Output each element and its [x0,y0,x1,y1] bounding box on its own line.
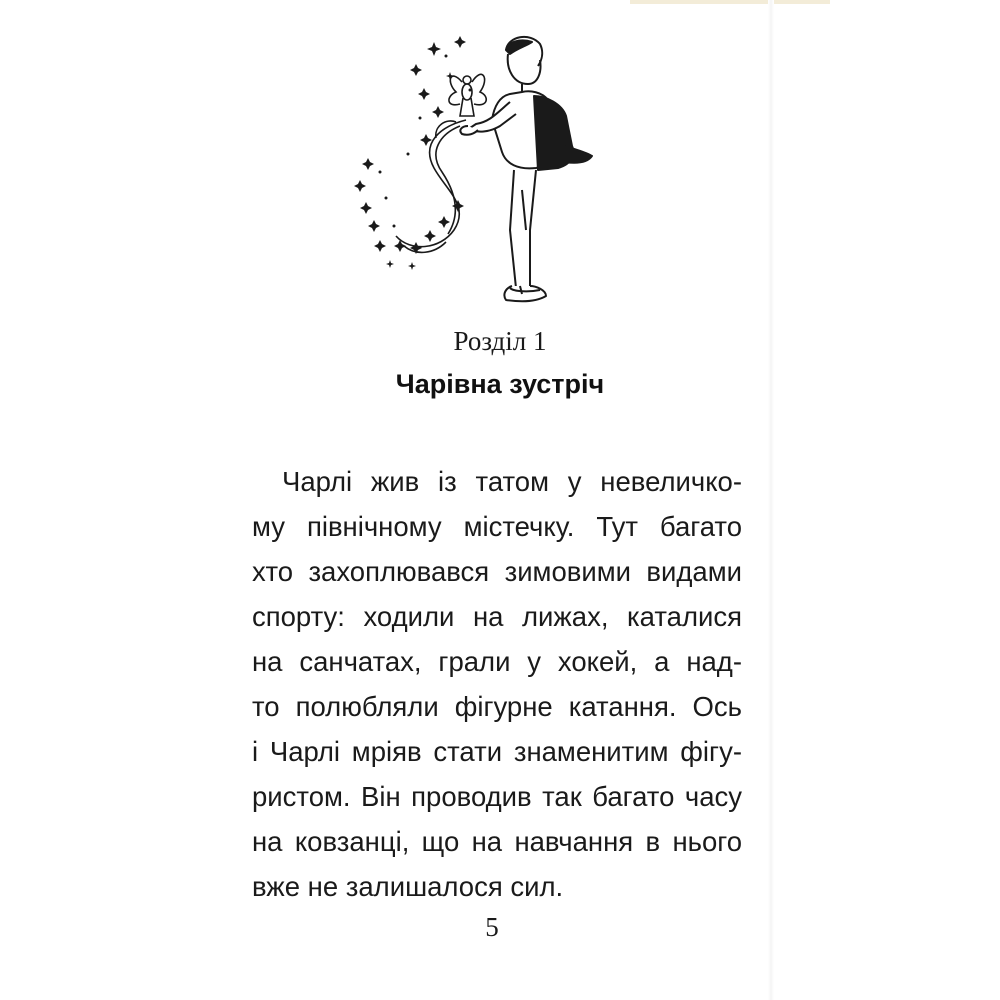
body-line: Чарлі жив із татом у невеличко- [282,466,742,497]
fairy [449,74,486,116]
page-edge-right [768,0,774,1000]
body-line: спорту: ходили на лижах, каталися [252,601,742,632]
chapter-label: Розділ 1 [453,326,547,356]
chapter-title: Чарівна зустріч [395,369,605,399]
body-line: і Чарлі мріяв стати знаменитим фігу- [252,736,742,767]
boy-figure [460,37,592,301]
body-line: ристом. Він проводив так багато часу [252,781,742,812]
body-line: то полюбляли фігурне катання. Ось [252,691,742,722]
body-line: вже не залишалося сил. [252,871,564,902]
body-line: на ковзанці, що на навчання в нього [252,826,742,857]
chapter-illustration [350,30,600,310]
page-edge-top [630,0,830,4]
body-line: хто захоплювався зимовими видами [252,556,742,587]
body-line: му північному містечку. Тут багато [252,511,742,542]
sparkles [354,36,472,270]
page-number: 5 [485,912,499,942]
body-line: на санчатах, грали у хокей, а над- [252,646,742,677]
body-paragraph [252,459,742,909]
